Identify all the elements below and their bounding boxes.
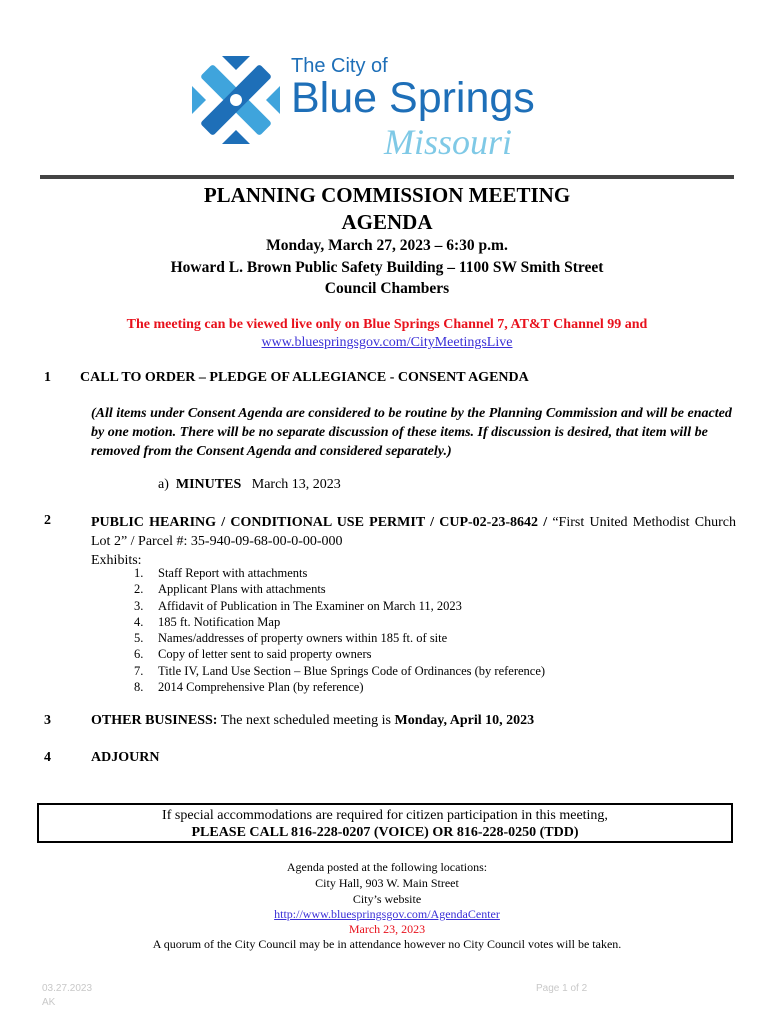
livestream-notice: The meeting can be viewed live only on Blue Springs Channel 7, AT&T Channel 99 and xyxy=(126,317,648,332)
livestream-link[interactable]: www.bluespringsgov.com/CityMeetingsLive xyxy=(261,335,513,350)
posted-city-hall: City Hall, 903 W. Main Street xyxy=(315,876,459,890)
accommodations-line1: If special accommodations are required for citizen participation in this meeting, xyxy=(162,808,608,823)
list-item: 3. Affidavit of Publication in The Examiner on March 11, 2023 xyxy=(134,598,462,613)
agenda-title: AGENDA xyxy=(341,210,433,234)
item-heading-1: CALL TO ORDER – PLEDGE OF ALLEGIANCE - CONSENT AGENDA xyxy=(80,370,529,385)
item-heading-2: PUBLIC HEARING / CONDITIONAL USE PERMIT / CUP-02-23-8642 / xyxy=(91,515,548,530)
accommodations-line2: PLEASE CALL 816-228-0207 (VOICE) OR 816-228-0250 (TDD) xyxy=(191,825,579,840)
logo-line1: The City of xyxy=(291,55,388,77)
list-item: 1. Staff Report with attachments xyxy=(134,566,308,580)
item-detail-3: The next scheduled meeting is xyxy=(220,713,391,728)
agenda-center-link[interactable]: http://www.bluespringsgov.com/AgendaCenter xyxy=(274,907,500,921)
logo-line2: Blue Springs xyxy=(291,74,535,122)
item-detail-2: “First United Methodist Church Lot 2” / Parcel #: 35-940-09-68-00-0-00-000 xyxy=(91,515,736,549)
list-item: 6. Copy of letter sent to said property owners xyxy=(134,647,372,662)
snowflake-icon xyxy=(184,50,295,159)
meeting-room: Council Chambers xyxy=(324,280,450,297)
page-number: Page 1 of 2 xyxy=(536,983,588,994)
other-business-item xyxy=(91,713,534,729)
posted-heading: Agenda posted at the following locations: xyxy=(286,860,488,874)
posted-website: City’s website xyxy=(352,892,422,906)
quorum-note: A quorum of the City Council may be in attendance however no City Council votes will be taken. xyxy=(152,937,622,951)
list-item: 4. 185 ft. Notification Map xyxy=(134,614,281,629)
next-meeting-date: Monday, April 10, 2023 xyxy=(394,713,535,728)
item-number-4: 4 xyxy=(44,750,51,765)
item-number-2: 2 xyxy=(44,513,51,528)
header-rule xyxy=(40,175,734,179)
list-item: 2. Applicant Plans with attachments xyxy=(134,582,326,597)
public-hearing-item xyxy=(91,513,736,570)
item-number-1: 1 xyxy=(44,370,51,385)
consent-note: (All items under Consent Agenda are considered to be routine by the Planning Commission and will be enacted by one motion. There will be no separate discussion of these items. If discussion is desired, that item will be removed from the Consent Agenda and considered separately.) xyxy=(91,406,732,459)
item-heading-3: OTHER BUSINESS: xyxy=(91,713,218,728)
minutes-date: March 13, 2023 xyxy=(251,477,341,492)
accommodations-box xyxy=(37,803,733,843)
list-item: 8. 2014 Comprehensive Plan (by reference) xyxy=(134,680,364,695)
minutes-title: MINUTES xyxy=(175,477,242,492)
meeting-title: PLANNING COMMISSION MEETING xyxy=(203,183,571,207)
item-number-3: 3 xyxy=(44,713,51,728)
minutes-item xyxy=(158,477,341,493)
posted-date: March 23, 2023 xyxy=(348,922,426,936)
exhibits-label: Exhibits: xyxy=(91,553,142,568)
minutes-label: a) xyxy=(158,477,169,492)
item-heading-4: ADJOURN xyxy=(91,750,160,765)
list-item: 5. Names/addresses of property owners within 185 ft. of site xyxy=(134,631,448,646)
meeting-date: Monday, March 27, 2023 – 6:30 p.m. xyxy=(266,237,508,254)
meeting-location: Howard L. Brown Public Safety Building – 1100 SW Smith Street xyxy=(170,259,604,276)
list-item: 7. Title IV, Land Use Section – Blue Springs Code of Ordinances (by reference) xyxy=(134,663,546,678)
footer-date: 03.27.2023 xyxy=(42,983,93,994)
exhibits-list xyxy=(134,565,545,695)
logo-line3: Missouri xyxy=(384,122,513,162)
footer-initials: AK xyxy=(42,997,56,1008)
city-logo xyxy=(184,50,604,162)
